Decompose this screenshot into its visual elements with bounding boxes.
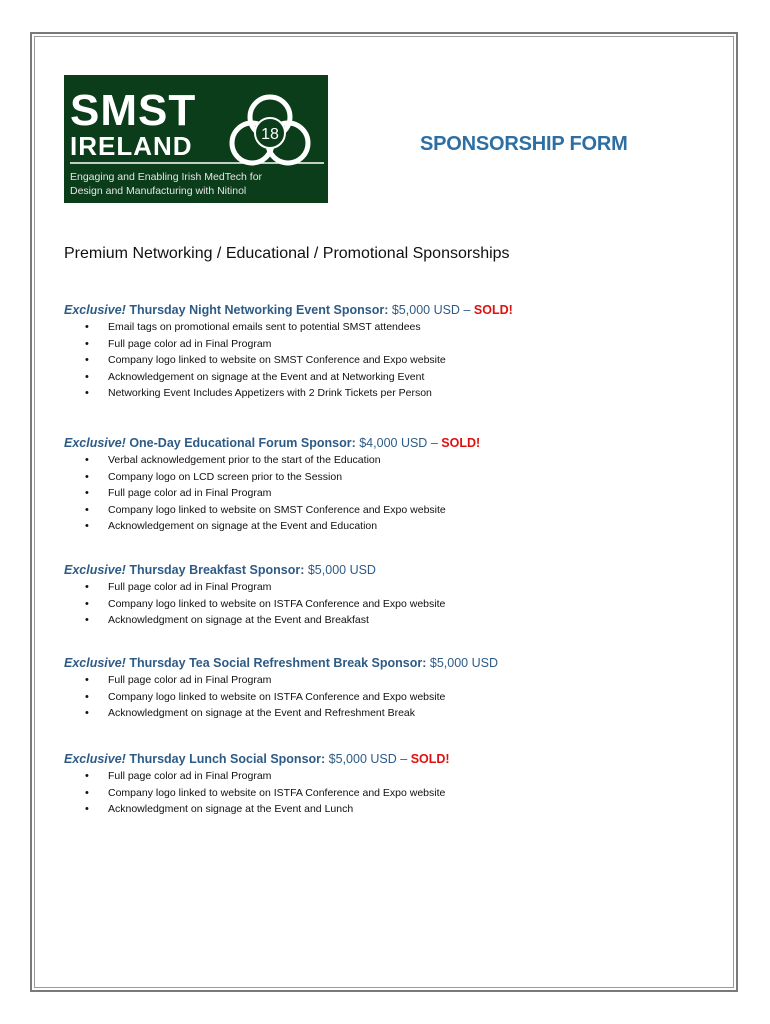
price-dash: – <box>400 752 408 766</box>
sponsor-name: Thursday Breakfast Sponsor: <box>129 563 305 577</box>
price-dash: – <box>463 303 471 317</box>
sponsor-price: $4,000 USD <box>359 436 428 450</box>
benefit-list <box>64 452 724 535</box>
benefit-list <box>64 319 724 402</box>
benefit-list <box>64 579 724 629</box>
exclusive-label: Exclusive! <box>64 563 126 577</box>
list-item: • Company logo linked to website on ISTFA Conference and Expo website <box>108 689 724 706</box>
sold-badge: SOLD! <box>410 752 450 766</box>
sponsor-price: $5,000 USD <box>307 563 376 577</box>
sponsor-price: $5,000 USD <box>328 752 397 766</box>
smst-ireland-logo <box>64 75 328 203</box>
page-title: SPONSORSHIP FORM <box>420 133 628 155</box>
list-item: • Networking Event Includes Appetizers with 2 Drink Tickets per Person <box>108 385 724 402</box>
section-heading <box>64 656 724 670</box>
exclusive-label: Exclusive! <box>64 436 126 450</box>
list-item: • Acknowledgment on signage at the Event and Refreshment Break <box>108 705 724 722</box>
section-heading <box>64 752 724 766</box>
price-dash: – <box>430 436 438 450</box>
exclusive-label: Exclusive! <box>64 752 126 766</box>
list-item: • Full page color ad in Final Program <box>108 579 724 596</box>
benefit-list <box>64 672 724 722</box>
sponsor-name: Thursday Tea Social Refreshment Break Sponsor: <box>129 656 427 670</box>
sponsor-price: $5,000 USD <box>391 303 460 317</box>
list-item: • Full page color ad in Final Program <box>108 336 724 353</box>
sponsor-name: Thursday Lunch Social Sponsor: <box>129 752 326 766</box>
section-heading <box>64 563 724 577</box>
list-item: • Company logo linked to website on SMST Conference and Expo website <box>108 352 724 369</box>
sponsorship-section-tea-break <box>64 656 724 722</box>
list-item: • Company logo on LCD screen prior to the Session <box>108 469 724 486</box>
section-heading <box>64 303 724 317</box>
sponsor-name: One-Day Educational Forum Sponsor: <box>129 436 356 450</box>
list-item: • Acknowledgment on signage at the Event and Lunch <box>108 801 724 818</box>
list-item: • Full page color ad in Final Program <box>108 485 724 502</box>
sponsorship-section-educational <box>64 436 724 535</box>
logo-badge: 18 <box>261 126 279 143</box>
list-item: • Acknowledgment on signage at the Event and Breakfast <box>108 612 724 629</box>
exclusive-label: Exclusive! <box>64 656 126 670</box>
sponsor-name: Thursday Night Networking Event Sponsor: <box>129 303 389 317</box>
page-subtitle: Premium Networking / Educational / Promotional Sponsorships <box>64 245 510 262</box>
list-item: • Company logo linked to website on ISTFA Conference and Expo website <box>108 596 724 613</box>
sponsorship-section-breakfast <box>64 563 724 629</box>
logo-line2: IRELAND <box>70 131 193 161</box>
sold-badge: SOLD! <box>473 303 513 317</box>
logo-tagline1: Engaging and Enabling Irish MedTech for <box>70 171 263 183</box>
list-item: • Verbal acknowledgement prior to the start of the Education <box>108 452 724 469</box>
list-item: • Company logo linked to website on ISTFA Conference and Expo website <box>108 785 724 802</box>
list-item: • Acknowledgement on signage at the Event and at Networking Event <box>108 369 724 386</box>
sponsorship-section-lunch <box>64 752 724 818</box>
list-item: • Acknowledgement on signage at the Event and Education <box>108 518 724 535</box>
sponsor-price: $5,000 USD <box>429 656 498 670</box>
benefit-list <box>64 768 724 818</box>
sold-badge: SOLD! <box>441 436 481 450</box>
sponsorship-section-networking <box>64 303 724 402</box>
logo-line1: SMST <box>70 86 197 135</box>
logo-tagline2: Design and Manufacturing with Nitinol <box>70 185 247 197</box>
list-item: • Email tags on promotional emails sent to potential SMST attendees <box>108 319 724 336</box>
list-item: • Company logo linked to website on SMST Conference and Expo website <box>108 502 724 519</box>
list-item: • Full page color ad in Final Program <box>108 768 724 785</box>
exclusive-label: Exclusive! <box>64 303 126 317</box>
section-heading <box>64 436 724 450</box>
list-item: • Full page color ad in Final Program <box>108 672 724 689</box>
